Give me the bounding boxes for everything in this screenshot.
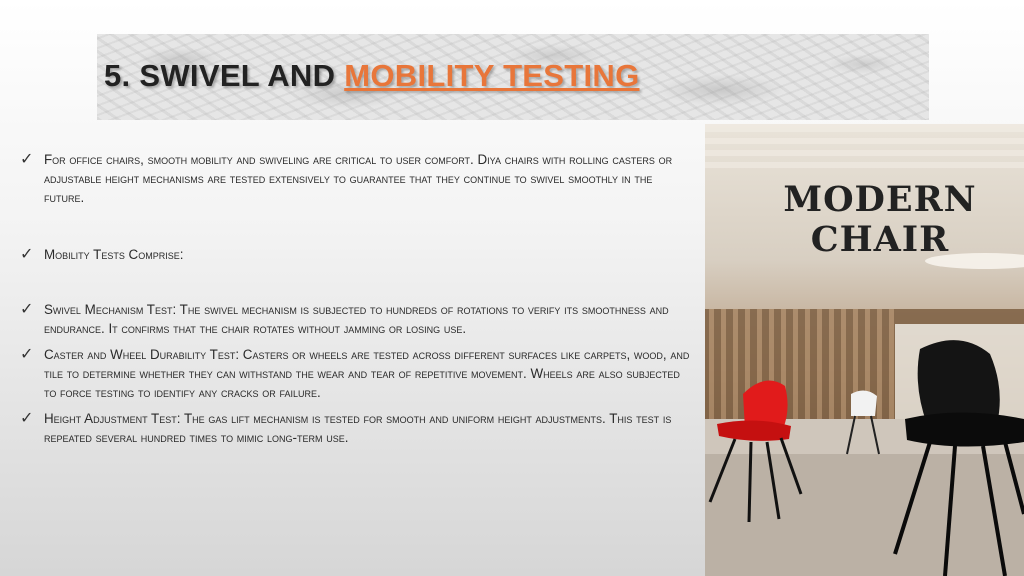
check-mark-icon: ✓ <box>20 410 34 427</box>
bullet-item <box>20 150 690 207</box>
slide-title <box>104 58 640 94</box>
title-accent: MOBILITY TESTING <box>344 58 640 93</box>
bullet-text: Mobility Tests Comprise: <box>44 247 184 262</box>
bullet-list <box>20 150 690 447</box>
chair-photo <box>705 124 1024 576</box>
bullet-text: For office chairs, smooth mobility and swiveling are critical to user comfort. Diya chairs with rolling casters or adjustable height mechanisms are tested extensively to guarantee that they continue to swivel smoothly in the future. <box>44 152 673 205</box>
bullet-text: Caster and Wheel Durability Test: Casters or wheels are tested across different surfaces like carpets, wood, and tile to determine whether they can withstand the wear and tear of repetitive movement. Wheels are also subjected to force testing to identify any cracks or failure. <box>44 347 690 400</box>
bullet-item <box>20 409 690 447</box>
caption-line-1: MODERN <box>783 179 977 220</box>
check-mark-icon: ✓ <box>20 301 34 318</box>
check-mark-icon: ✓ <box>20 246 34 263</box>
title-main: SWIVEL AND <box>139 58 336 93</box>
caption-line-2: CHAIR <box>810 219 950 260</box>
bullet-text: Swivel Mechanism Test: The swivel mechanism is subjected to hundreds of rotations to verify its smoothness and endurance. It confirms that the chair rotates without jamming or losing use. <box>44 302 669 336</box>
bullet-item <box>20 300 690 338</box>
bullet-item <box>20 345 690 402</box>
check-mark-icon: ✓ <box>20 151 34 168</box>
bullet-item <box>20 245 690 264</box>
photo-caption <box>745 180 1015 260</box>
bullet-text: Height Adjustment Test: The gas lift mechanism is tested for smooth and uniform height adjustments. This test is repeated several hundred times to mimic long-term use. <box>44 411 672 445</box>
check-mark-icon: ✓ <box>20 346 34 363</box>
title-number: 5. <box>104 58 131 93</box>
